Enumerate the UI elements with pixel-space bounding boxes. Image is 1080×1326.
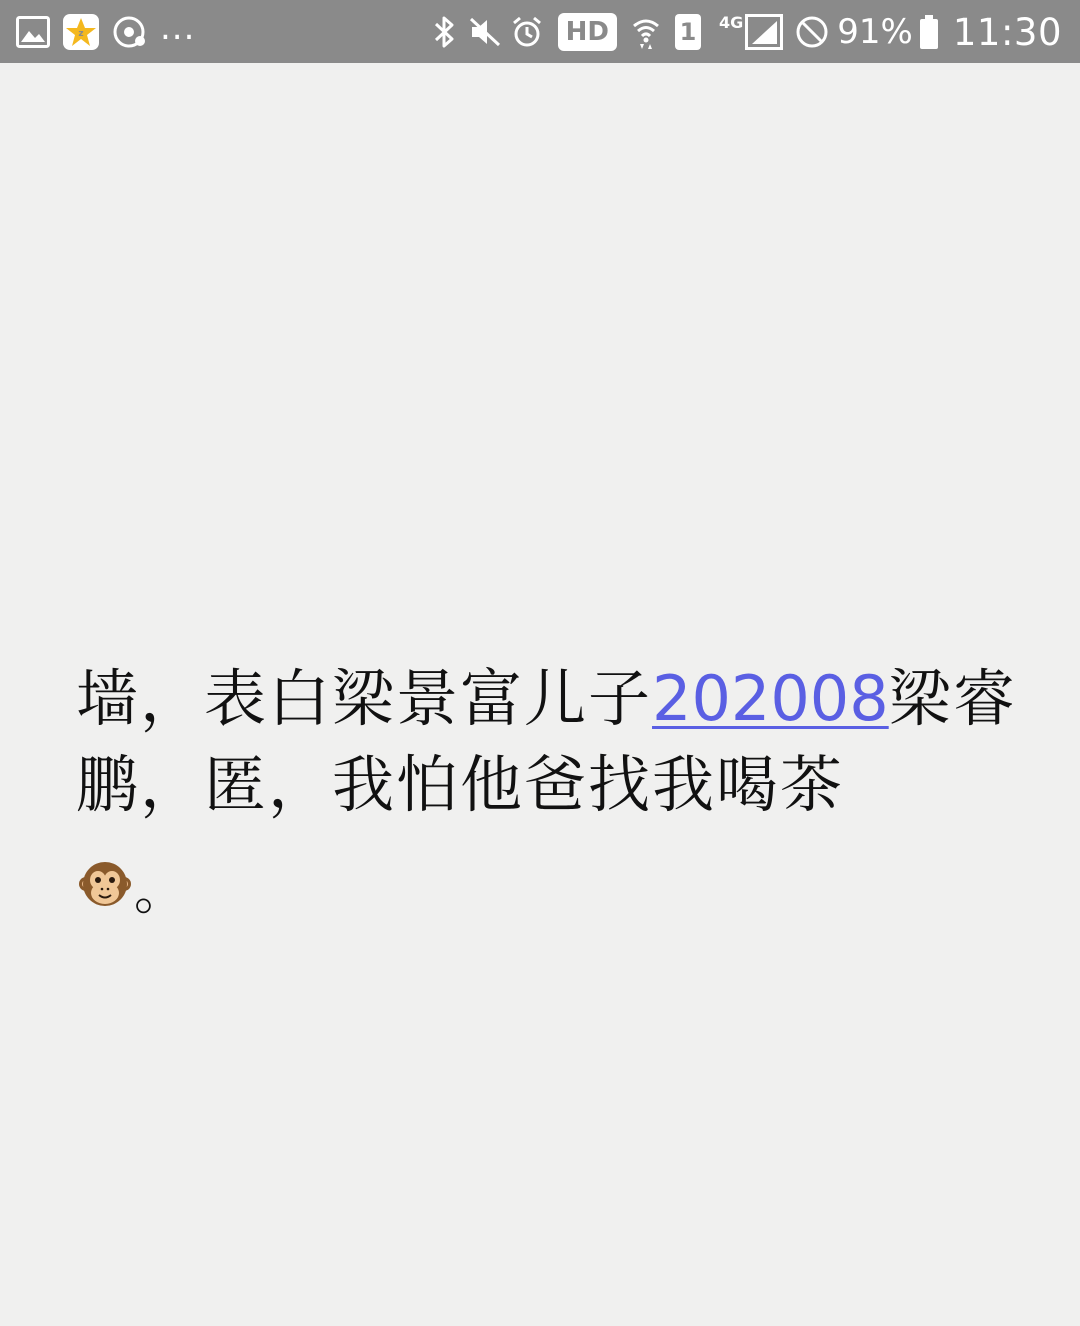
qq-star-icon (62, 12, 100, 52)
message-text-before-link: 墙，表白梁景富儿子 (76, 662, 653, 735)
status-bar-left (16, 8, 196, 52)
wifi-icon (631, 12, 661, 52)
message-emoji-line (78, 856, 187, 922)
message-link[interactable]: 202008 (652, 662, 889, 735)
alarm-icon (510, 12, 544, 52)
battery-icon (919, 12, 939, 52)
status-bar-right (432, 10, 1062, 54)
svg-text:z: z (78, 29, 84, 39)
do-not-disturb-icon (795, 12, 829, 52)
monkey-face-icon (78, 857, 132, 911)
signal-icon (745, 12, 783, 52)
bluetooth-icon (432, 12, 456, 52)
hd-voice-badge: HD (558, 13, 617, 51)
status-bar-clock: 11:30 (952, 10, 1062, 54)
status-bar (0, 0, 1080, 63)
sim-card-badge: 1 (675, 14, 701, 50)
message-text (76, 656, 1026, 828)
mute-icon (468, 12, 502, 52)
more-notifications-indicator: ... (160, 8, 196, 48)
network-type-label: 4G (719, 12, 744, 32)
gallery-icon (16, 12, 50, 52)
battery-percent: 91% (837, 12, 913, 52)
app-icon (112, 12, 148, 52)
message-trailing-punctuation: 。 (134, 861, 187, 922)
message-text-after-link: 梁睿鹏，匿，我怕他爸找我喝茶 (76, 662, 1017, 821)
